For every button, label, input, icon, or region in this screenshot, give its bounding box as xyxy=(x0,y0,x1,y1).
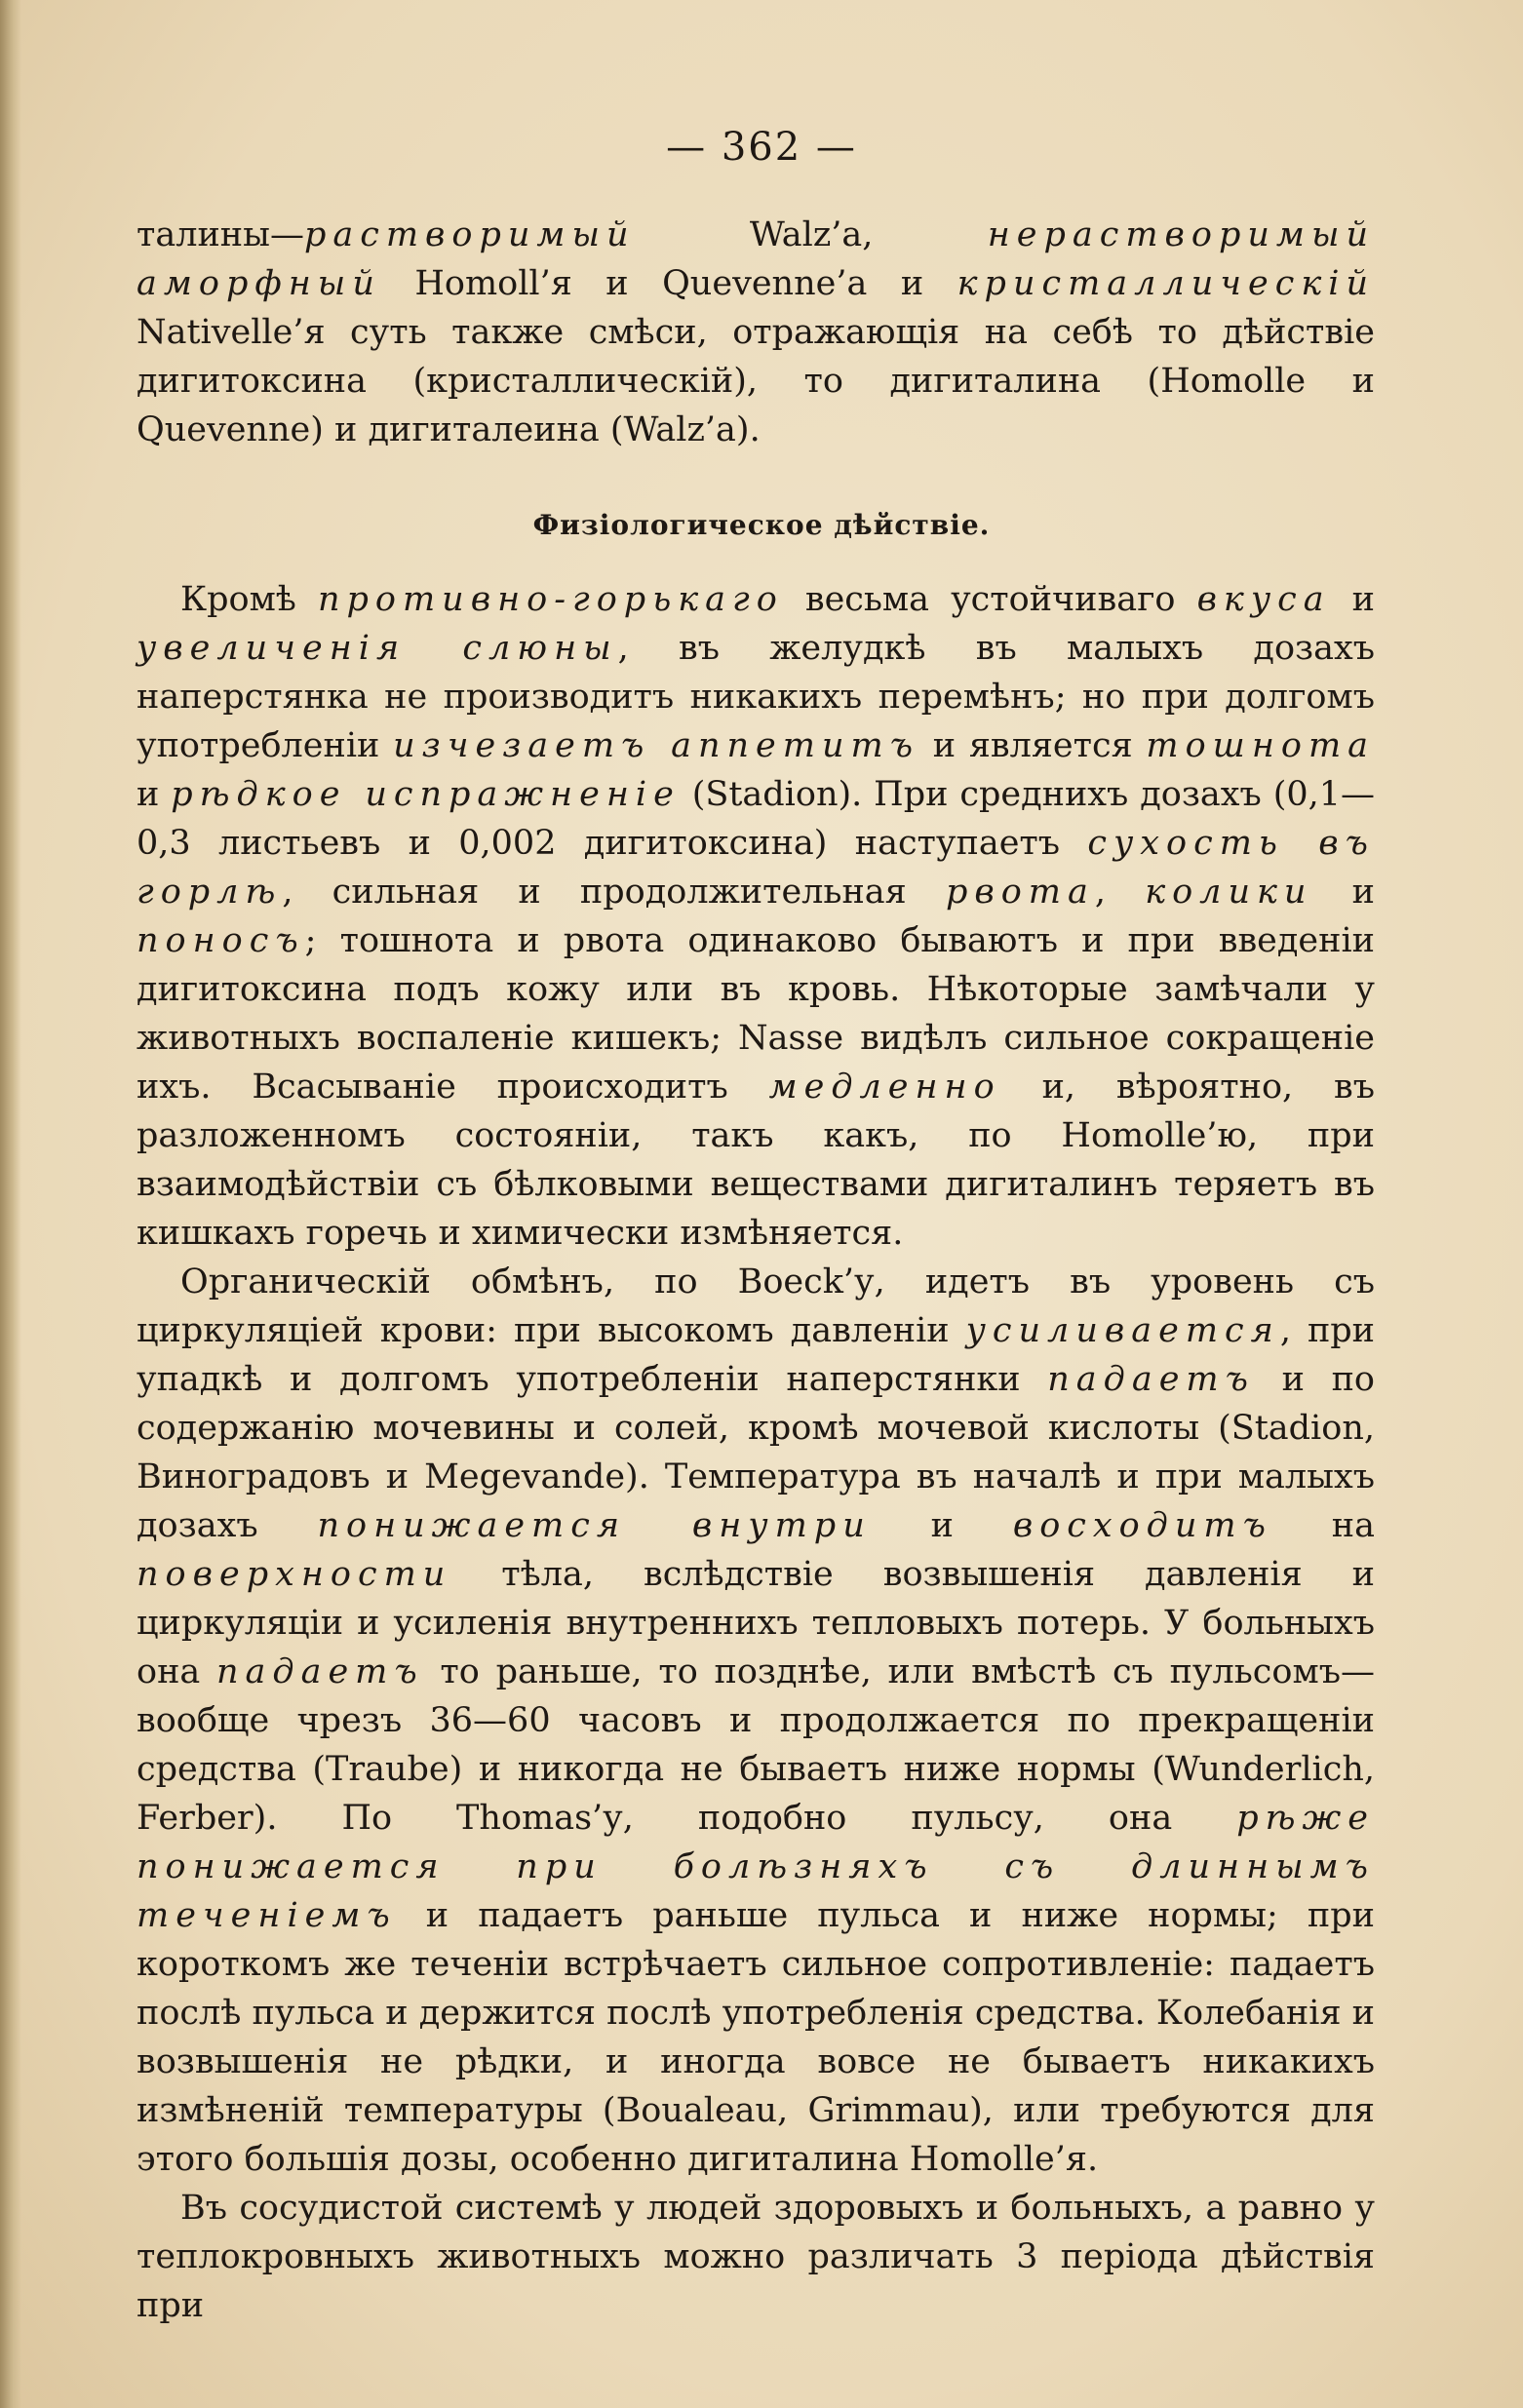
text-run: и по содержанію мочевины и солей, кромѣ мочевой кислоты (Stadion, Виноградовъ и Megevande). Температура въ началѣ и при малыхъ дозахъ xyxy=(137,1360,1375,1545)
continuation-block xyxy=(137,211,1375,454)
text-run: , при упадкѣ и долгомъ употребленіи наперстянки xyxy=(137,1311,1376,1399)
book-spine-edge xyxy=(0,0,21,2408)
emphasis-text: медленно xyxy=(768,1068,1001,1107)
text-run: (Stadion). При среднихъ дозахъ (0,1—0,3 листьевъ и 0,002 дигитоксина) наступаетъ xyxy=(137,775,1376,863)
emphasis-text: противно-горькаго xyxy=(317,580,784,619)
text-run: на xyxy=(1271,1506,1376,1545)
text-run: Въ сосудистой системѣ у людей здоровыхъ и больныхъ, а равно у теплокровныхъ животныхъ можно различать 3 періода дѣйствія при xyxy=(137,2189,1375,2325)
text-run: и xyxy=(871,1506,1013,1545)
text-run: , xyxy=(1094,873,1146,912)
emphasis-text: поверхности xyxy=(137,1555,452,1594)
text-run: Nativelle’я суть также смѣси, отражающія на себѣ то дѣйствіе дигитоксина (кристаллическій), то дигиталина (Homolle и Quevenne) и дигиталеина (Walz’a). xyxy=(137,313,1375,449)
emphasis-text: колики xyxy=(1145,873,1313,912)
body-text xyxy=(137,575,1375,2330)
text-run: то раньше, то позднѣе, или вмѣстѣ съ пульсомъ—вообще чрезъ 36—60 часовъ и продолжается по прекращеніи средства (Traube) и никогда не бываетъ ниже нормы (Wunderlich, Ferber). По Thomas’у, подобно пульсу, она xyxy=(137,1652,1375,1838)
emphasis-text: растворимый xyxy=(303,215,636,254)
text-run: , сильная и продолжительная xyxy=(282,873,946,912)
paragraph-vascular xyxy=(137,2184,1375,2330)
text-run: и xyxy=(137,775,172,814)
emphasis-text: изчезаетъ аппетитъ xyxy=(393,726,920,765)
text-run: весьма устойчиваго xyxy=(783,580,1197,619)
emphasis-text: восходитъ xyxy=(1012,1506,1272,1545)
text-run: Homoll’я и Quevenne’a и xyxy=(380,264,957,303)
text-run: и xyxy=(1330,580,1375,619)
text-run: , въ желудкѣ въ малыхъ дозахъ наперстянка не производитъ никакихъ перемѣнъ; но при долгомъ употребленіи xyxy=(137,629,1375,765)
text-run: Кромѣ xyxy=(180,580,318,619)
section-heading: Физіологическое дѣйствіе. xyxy=(532,509,991,541)
emphasis-text: понижается внутри xyxy=(317,1506,872,1545)
page-number: — 362 — xyxy=(666,125,857,170)
text-run: ; тошнота и рвота одинаково бываютъ и при введеніи дигитоксина подъ кожу или въ кровь. Нѣкоторые замѣчали у животныхъ воспаленіе кишекъ; Nasse видѣлъ сильное сокращеніе ихъ. Всасываніе происходитъ xyxy=(137,921,1375,1107)
text-run: и xyxy=(1312,873,1375,912)
emphasis-text: рѣдкое испражненіе xyxy=(171,775,681,814)
emphasis-text: увеличенія слюны xyxy=(137,629,618,668)
emphasis-text: поносъ xyxy=(137,921,305,960)
emphasis-text: рѣже понижается при болѣзняхъ съ длиннымъ теченіемъ xyxy=(137,1799,1375,1935)
emphasis-text: рвота xyxy=(945,873,1095,912)
text-run: талины— xyxy=(137,215,304,254)
text-run: и, вѣроятно, въ разложенномъ состояніи, такъ какъ, по Homolle’ю, при взаимодѣйствіи съ бѣлковыми веществами дигиталинъ теряетъ въ кишкахъ горечь и химически измѣняется. xyxy=(137,1068,1375,1253)
text-run: Органическій обмѣнъ, по Boeck’у, идетъ въ уровень съ циркуляціей крови: при высокомъ давленіи xyxy=(137,1262,1375,1350)
continuation-paragraph xyxy=(137,211,1375,454)
emphasis-text: падаетъ xyxy=(216,1652,424,1691)
paragraph-metabolism xyxy=(137,1258,1375,2184)
text-run: и является xyxy=(919,726,1147,765)
emphasis-text: нерастворимый аморфный xyxy=(137,215,1375,303)
text-run: тѣла, вслѣдствіе возвышенія давленія и циркуляціи и усиленія внутреннихъ тепловыхъ потерь. У больныхъ она xyxy=(137,1555,1375,1691)
emphasis-text: падаетъ xyxy=(1047,1360,1255,1399)
emphasis-text: кристаллическій xyxy=(957,264,1375,303)
emphasis-text: сухость въ горлѣ xyxy=(137,824,1375,912)
emphasis-text: тошнота xyxy=(1146,726,1376,765)
text-run: Walz’a, xyxy=(635,215,988,254)
emphasis-text: усиливается xyxy=(965,1311,1280,1350)
paragraph-digestion xyxy=(137,575,1375,1258)
text-run: и падаетъ раньше пульса и ниже нормы; при короткомъ же теченіи встрѣчаетъ сильное сопротивленіе: падаетъ послѣ пульса и держится послѣ употребленія средства. Колебанія и возвышенія не рѣдки, и иногда вовсе не бываетъ никакихъ измѣненій температуры (Boualeau, Grimmau), или требуются для этого большія дозы, особенно дигиталина Homolle’я. xyxy=(137,1896,1375,2179)
emphasis-text: вкуса xyxy=(1196,580,1331,619)
